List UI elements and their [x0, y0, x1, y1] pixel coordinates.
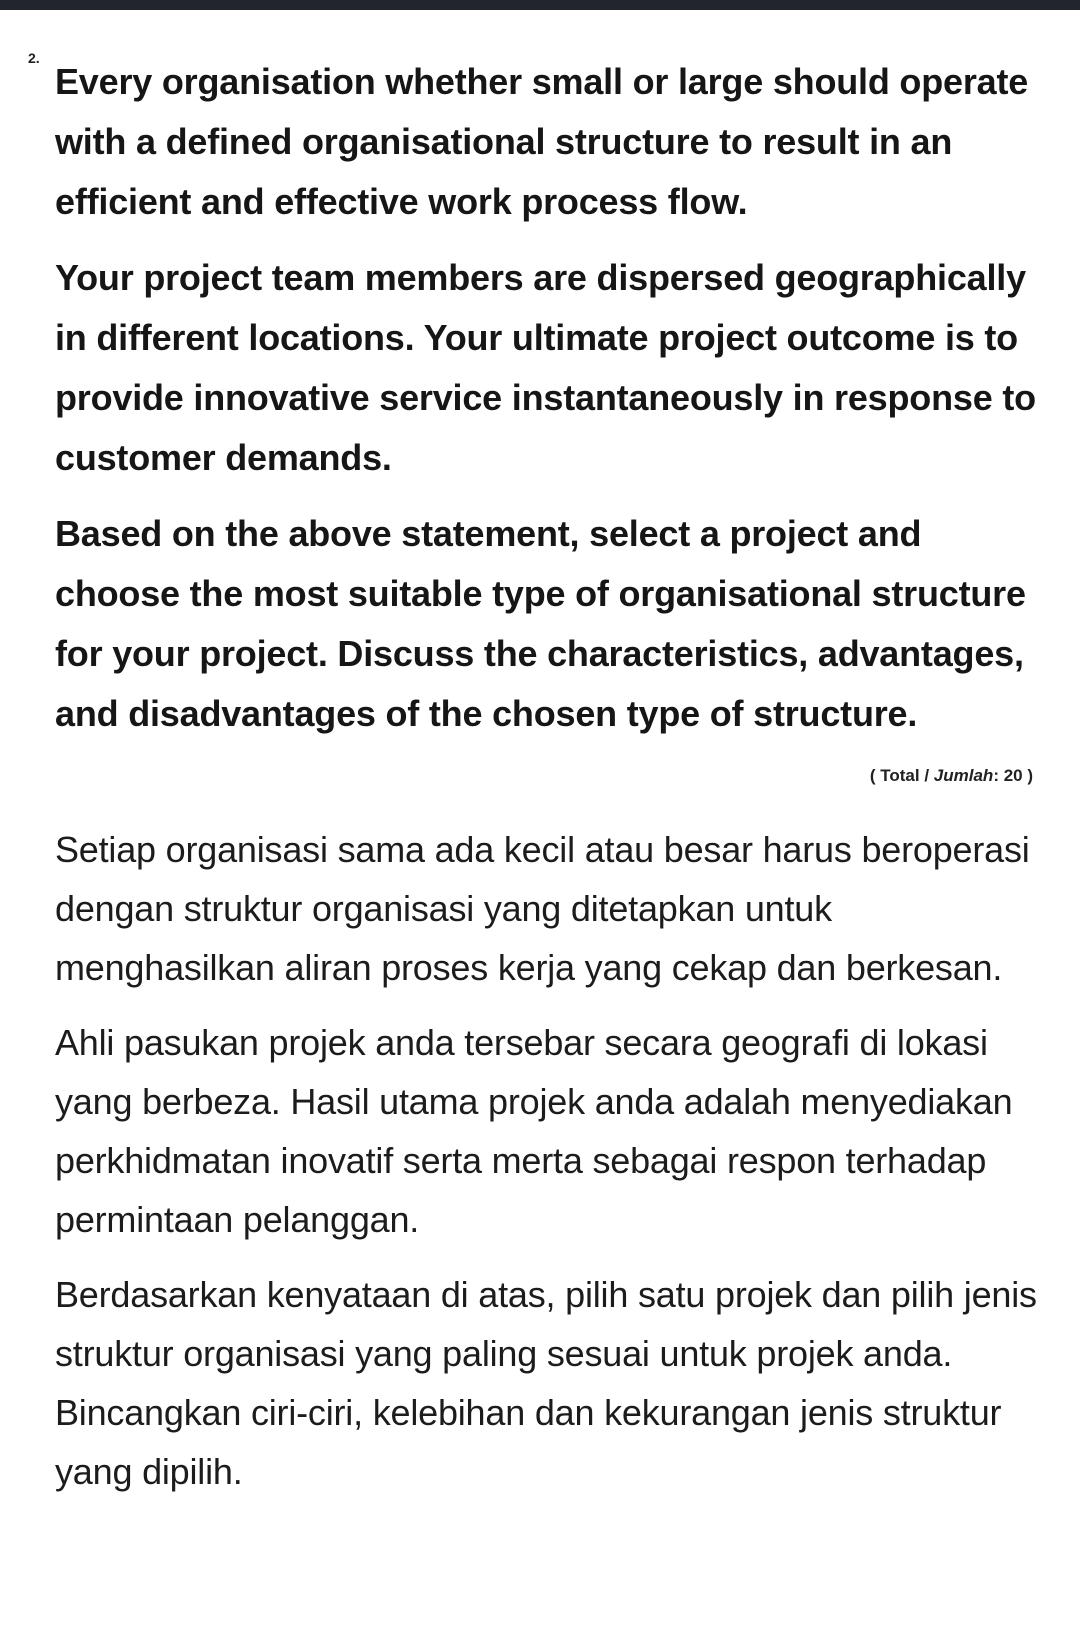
- english-paragraph-2: Your project team members are dispersed geographically in different locations. Your ultimate project outcome is to provide innovative service instantaneously in response to customer demands.: [55, 257, 1036, 478]
- total-marks: [55, 766, 1055, 786]
- english-paragraph-1: Every organisation whether small or large should operate with a defined organisational structure to result in an efficient and effective work process flow.: [55, 61, 1029, 222]
- total-marks-value: : 20 ): [993, 766, 1033, 785]
- english-paragraph-3: Based on the above statement, select a project and choose the most suitable type of organisational structure for your project. Discuss the characteristics, advantages, and disadvantages of the chosen type of structure.: [55, 513, 1026, 734]
- top-status-bar: [0, 0, 1080, 10]
- question-number: 2.: [28, 50, 40, 66]
- question-body: [55, 52, 1055, 1501]
- malay-paragraph-1: Setiap organisasi sama ada kecil atau besar harus beroperasi dengan struktur organisasi yang ditetapkan untuk menghasilkan aliran proses kerja yang cekap dan berkesan.: [55, 829, 1030, 988]
- malay-paragraph-3: Berdasarkan kenyataan di atas, pilih satu projek dan pilih jenis struktur organisasi yang paling sesuai untuk projek anda. Bincangkan ciri-ciri, kelebihan dan kekurangan jenis struktur yang dipilih.: [55, 1274, 1037, 1492]
- malay-paragraph-2: Ahli pasukan projek anda tersebar secara geografi di lokasi yang berbeza. Hasil utama projek anda adalah menyediakan perkhidmatan inovatif serta merta sebagai respon terhadap permintaan pelanggan.: [55, 1022, 1013, 1240]
- total-marks-label: Jumlah: [933, 766, 994, 785]
- total-marks-open: ( Total /: [869, 766, 934, 785]
